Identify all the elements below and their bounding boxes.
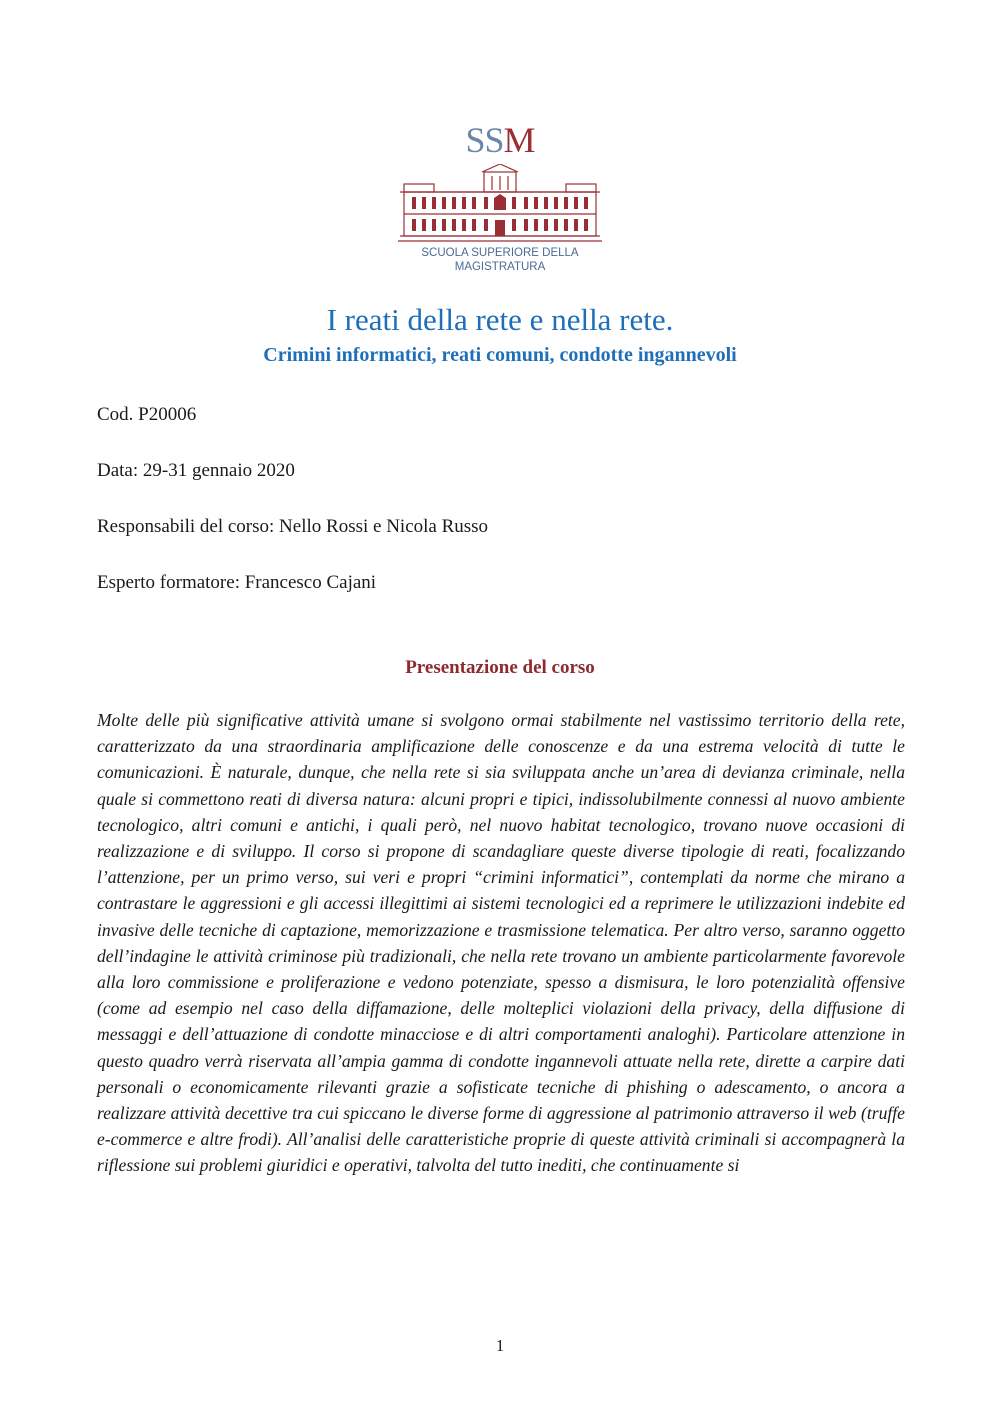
course-date: Data: 29-31 gennaio 2020 <box>97 460 295 481</box>
course-managers: Responsabili del corso: Nello Rossi e Nicola Russo <box>97 516 489 537</box>
ssm-logo <box>394 118 606 273</box>
building-icon <box>398 164 602 244</box>
section-title: Presentazione del corso <box>405 657 595 678</box>
logo-caption: SCUOLA SUPERIORE DELLA MAGISTRATURA <box>421 247 579 273</box>
logo-abbreviation <box>394 120 606 160</box>
course-presentation-text: Molte delle più significative attività umane si svolgono ormai stabilmente nel vastissimo territorio della rete, caratterizzato da una straordinaria amplificazione delle conoscenze e da una estrema velocità di tutte le comunicazioni. È naturale, dunque, che nella rete si sia sviluppata anche un’area di devianza criminale, nella quale si commettono reati di diversa natura: alcuni propri e tipici, indissolubilmente connessi al nuovo ambiente tecnologico, altri comuni e antichi, i quali però, nel nuovo habitat tecnologico, trovano nuove occasioni di realizzazione e di sviluppo. Il corso si propone di scandagliare queste diverse tipologie di reati, focalizzando l’attenzione, per un primo verso, sui veri e propri “crimini informatici”, contemplati da norme che mirano a contrastare le aggressioni e gli accessi illegittimi ai sistemi tecnologici ed a reprimere le utilizzazioni indebite ed invasive delle tecniche di captazione, memorizzazione e trasmissione telematica. Per altro verso, saranno oggetto dell’indagine le attività criminose più tradizionali, che nella rete trovano un ambiente particolarmente favorevole alla loro commissione e proliferazione e vedono potenziate, spesso a dismisura, le loro potenzialità offensive (come ad esempio nel caso della diffamazione, delle molteplici violazioni della privacy, della diffusione di messaggi e dell’attuazione di condotte minacciose e di altri comportamenti analoghi). Particolare attenzione in questo quadro verrà riservata all’ampia gamma di condotte ingannevoli attuate nella rete, dirette a carpire dati personali o economicamente rilevanti grazie a sofisticate tecniche di phishing o adescamento, o ancora a realizzare attività decettive tra cui spiccano le diverse forme di aggressione al patrimonio attraverso il web (truffe e-commerce e altre frodi). All’analisi delle caratteristiche proprie di queste attività criminali si accompagnerà la riflessione sui problemi giuridici e operativi, talvolta del tutto inediti, che continuamente si <box>97 710 905 1176</box>
logo-abbr-m: M <box>503 120 535 160</box>
document-subtitle: Crimini informatici, reati comuni, condotte ingannevoli <box>263 344 737 366</box>
document-title: I reati della rete e nella rete. <box>326 302 674 337</box>
course-expert: Esperto formatore: Francesco Cajani <box>97 572 377 593</box>
page-number: 1 <box>495 1336 505 1355</box>
course-code: Cod. P20006 <box>97 404 197 425</box>
logo-abbr-ss: SS <box>465 120 504 160</box>
